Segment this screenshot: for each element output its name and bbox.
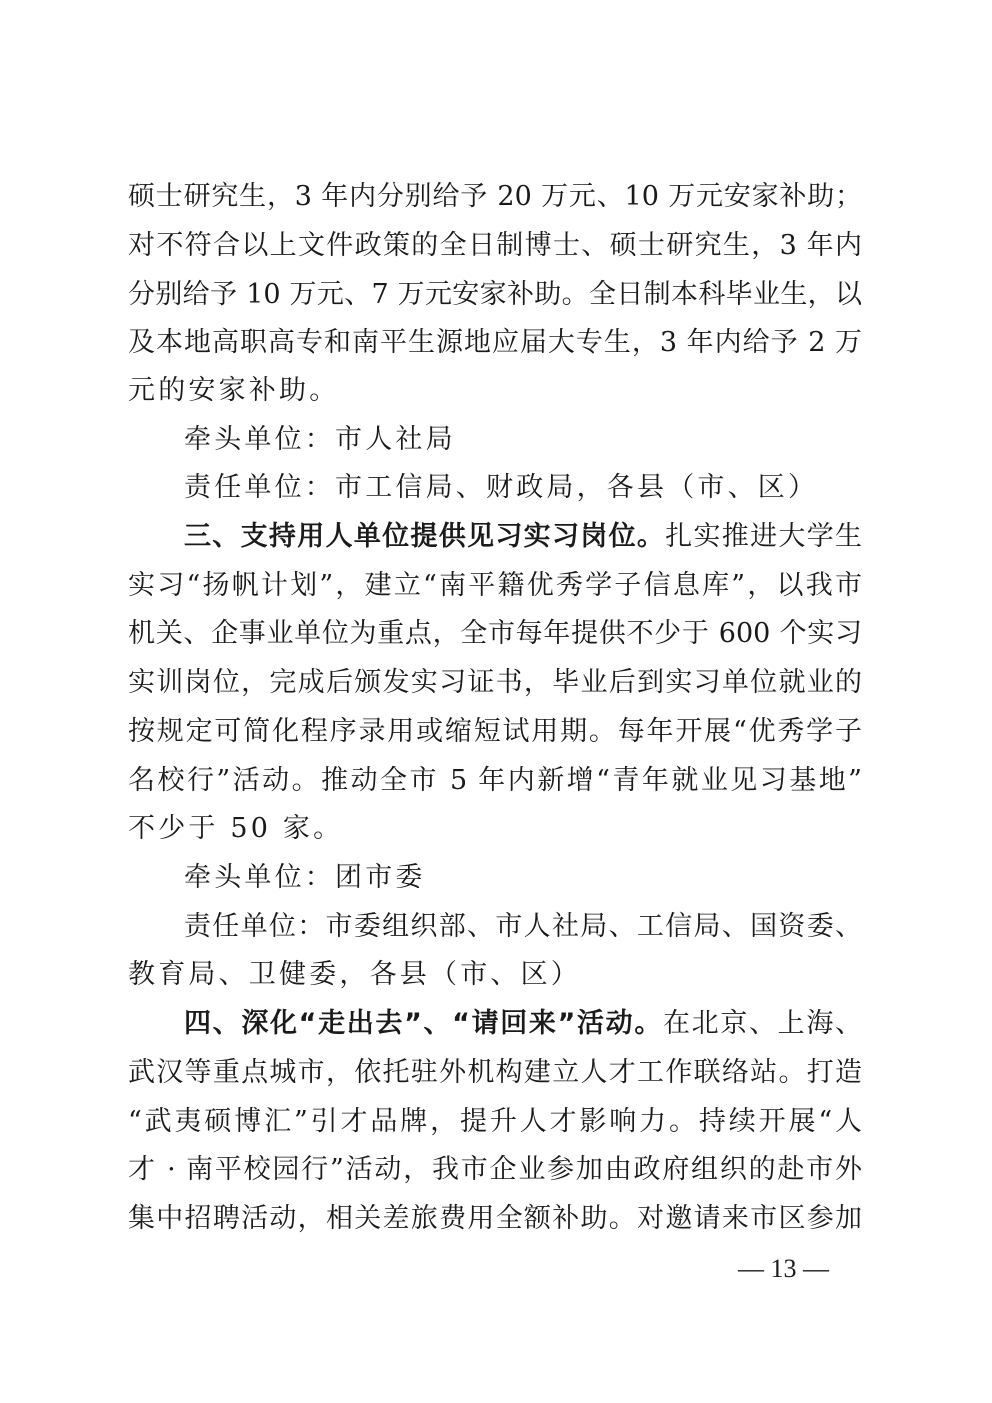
body-line: 对不符合以上文件政策的全日制博士、硕士研究生，3 年内 (128, 230, 862, 261)
section-body-start: 扎实推进大学生 (665, 521, 863, 552)
responsible-units-line: 责任单位：市委组织部、市人社局、工信局、国资委、 (184, 911, 862, 942)
page-number: — 13 — (738, 1254, 829, 1283)
body-line: 不少于 50 家。 (128, 813, 344, 844)
body-line: 才 · 南平校园行”活动，我市企业参加由政府组织的赴市外 (128, 1154, 862, 1185)
lead-unit-line: 牵头单位：市人社局 (184, 424, 456, 455)
body-line: 元的安家补助。 (128, 375, 340, 406)
body-line: 教育局、卫健委，各县（市、区） (128, 959, 581, 990)
body-line: 及本地高职高专和南平生源地应届大专生，3 年内给予 2 万 (128, 327, 862, 358)
body-line: 武汉等重点城市，依托驻外机构建立人才工作联络站。打造 (128, 1057, 862, 1088)
section-body-start: 在北京、上海、 (663, 1008, 863, 1039)
body-line: 实习“扬帆计划”，建立“南平籍优秀学子信息库”，以我市 (128, 570, 862, 601)
section-heading: 四、深化“走出去”、“请回来”活动。 (184, 1008, 663, 1039)
section-heading-line (184, 1007, 862, 1041)
body-line: 硕士研究生，3 年内分别给予 20 万元、10 万元安家补助； (128, 181, 862, 212)
body-line: 机关、企事业单位为重点，全市每年提供不少于 600 个实习 (128, 618, 862, 649)
section-heading-line (184, 520, 862, 554)
section-heading: 三、支持用人单位提供见习实习岗位。 (184, 521, 666, 552)
lead-unit-line: 牵头单位：团市委 (184, 862, 426, 893)
responsible-units-line: 责任单位：市工信局、财政局，各县（市、区） (184, 472, 819, 503)
body-line: 按规定可简化程序录用或缩短试用期。每年开展“优秀学子 (128, 716, 862, 747)
body-line: “武夷硕博汇”引才品牌，提升人才影响力。持续开展“人 (128, 1106, 862, 1137)
body-line: 名校行”活动。推动全市 5 年内新增“青年就业见习基地” (128, 765, 862, 796)
body-line: 实训岗位，完成后颁发实习证书，毕业后到实习单位就业的 (128, 667, 862, 698)
body-line: 分别给予 10 万元、7 万元安家补助。全日制本科毕业生，以 (128, 279, 862, 310)
body-line: 集中招聘活动，相关差旅费用全额补助。对邀请来市区参加 (128, 1203, 862, 1234)
